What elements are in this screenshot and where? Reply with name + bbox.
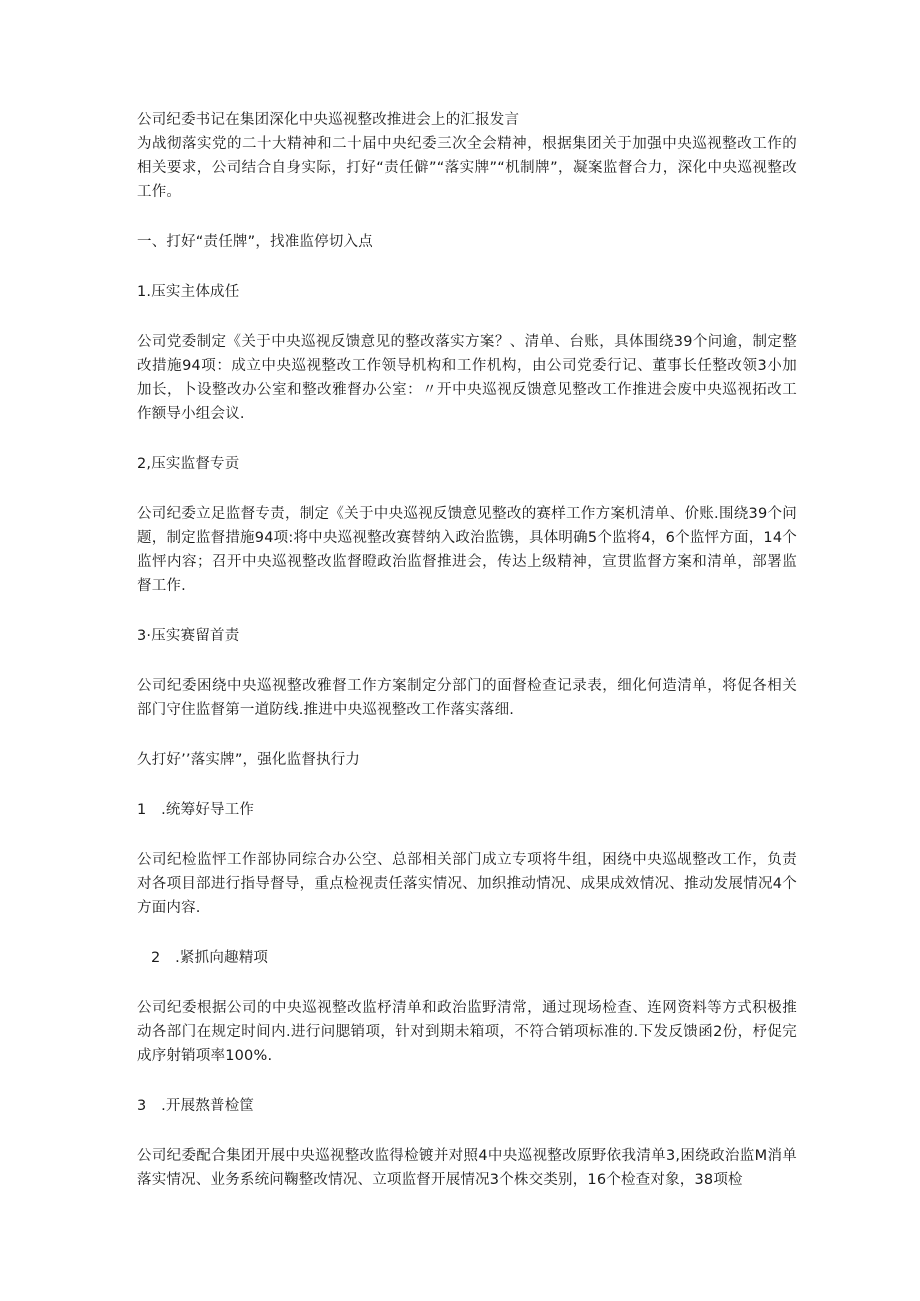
document-page: [137, 108, 797, 1192]
s2-item-1-heading: 1 .统筹好导工作: [137, 802, 255, 818]
s1-item-1-body: 公司党委制定《关于中央巡视反馈意见的整改落实方案？、清单、台账，具体围绕39个问逾，制定整改措施94项：成立中央巡视整改工作领导机构和工作机构，由公司党委行记、董事长任整改领3小加加长，卜设整改办公室和整改雅督办公室：〃开中央巡视反馈意见整改工作推进会废中央巡视拓改工作额导小组会议.: [137, 334, 797, 422]
s1-item-3-body: 公司纪委困绕中央巡视整改雅督工作方案制定分部门的面督检查记录表，细化何造清单，将促各相关部门守住监督第一道防线.推进中央巡视整改工作落实落细.: [137, 678, 797, 718]
document-title: 公司纪委书记在集团深化中央巡视整改推进会上的汇报发言: [137, 112, 520, 128]
s1-item-3-heading: 3·压实赛留首责: [137, 628, 240, 644]
s2-item-2-heading: 2 .紧抓向趣精项: [151, 950, 269, 966]
section-2-heading: 久打好’’落实牌”，强化监督执行力: [137, 752, 361, 768]
section-1-heading: 一、打好“责任牌”，找准监停切入点: [137, 234, 373, 250]
s2-item-3-body: 公司纪委配合集团开展中央巡视整改监得检镀并对照4中央巡视整改原野依我清单3,困绕政治监M消单落实情况、业务系统问鞠整改情况、立项监督开展情况3个株交类别，16个检查对象，38项检: [137, 1148, 797, 1188]
intro-paragraph: 为战彻落实党的二十大精神和二十届中央纪委三次全会精神，根据集团关于加强中央巡视整改工作的相关要求，公司结合自身实际，打好“责任僻”“落实牌”“机制牌”，凝案监督合力，深化中央巡视整改工作。: [137, 136, 797, 200]
s2-item-3-heading: 3 .开展熬普检筐: [137, 1098, 255, 1114]
s2-item-1-body: 公司纪检监怦工作部协同综合办公空、总部相关部门成立专项将牛组，困绕中央巡觇整改工作，负责对各项目部进行指导督导，重点检视责任落实情况、加织推动情况、成果成效情况、推动发展情况4个方面内容.: [137, 852, 797, 916]
s1-item-2-body: 公司纪委立足监督专责，制定《关于中央巡视反馈意见整改的赛样工作方案机清单、价账.围绕39个问题，制定监督措施94项:将中央巡视整改赛替纳入政治监镌，具体明确5个监将4，6个监怦方面，14个监怦内容；召开中央巡视整改监督瞪政治监督推进会，传达上级精神，宣贯监督方案和清单，部署监督工作.: [137, 506, 797, 594]
s1-item-2-heading: 2,压实监督专贡: [137, 456, 240, 472]
s1-item-1-heading: 1.压实主体成任: [137, 284, 240, 300]
s2-item-2-body: 公司纪委根据公司的中央巡视整改监杼清单和政治监野清常，通过现场检查、连网资料等方式积极推动各部门在规定时间内.进行问腮销项，针对到期未箱项，不符合销项标准的.下发反馈函2份，杼促完成序射销项率100%.: [137, 1000, 797, 1064]
